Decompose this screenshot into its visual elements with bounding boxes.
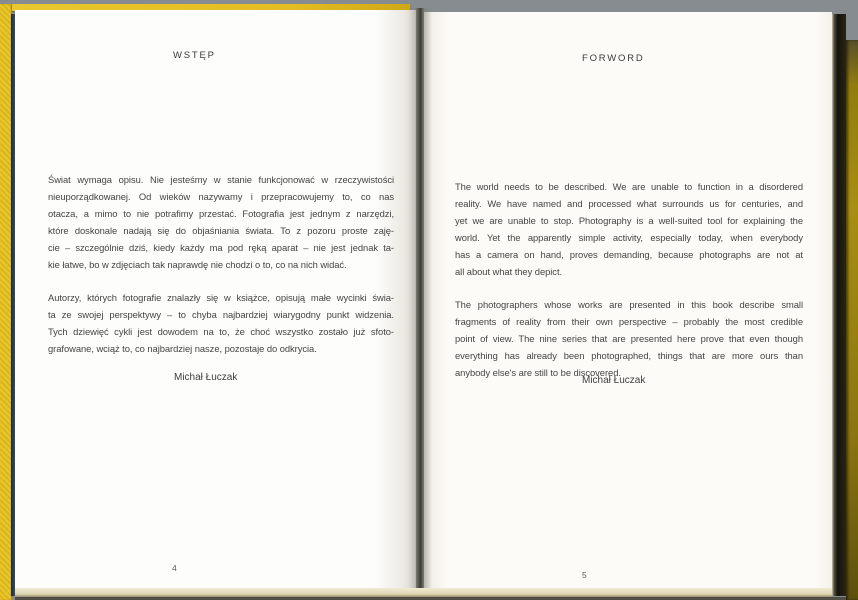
author-name: Michał Łuczak <box>174 372 238 383</box>
left-page-text <box>48 171 394 373</box>
right-page-title: FORWORD <box>582 53 645 64</box>
page-number: 4 <box>172 563 177 573</box>
left-page <box>15 10 416 588</box>
bottom-cover-edge <box>15 588 832 597</box>
author-name: Michał Łuczak <box>582 375 646 386</box>
right-page <box>424 12 832 588</box>
right-cover-edge <box>846 40 858 600</box>
paragraph: The photographers whose works are presented in this book describe small fragments of reality from their own perspective – probably the most credible point of view. The nine series that are presented here prove that even though everything has already been photographed, things that are more ours than anybody else's are still to be discovered. <box>455 299 803 378</box>
page-block-edge <box>832 14 846 596</box>
paragraph: Autorzy, których fotografie znalazły się w książce, opisują małe wycinki świa- ta ze swojej perspektywy – to chyba najbardziej wiarygodny punkt widzenia. Tych dziewięć cykli jest dowodem na to, że choć wszystko zostało już sfoto- grafowane, wciąż to, co najbardziej nasze, pozostaje do odkrycia. <box>48 292 394 354</box>
left-page-title: WSTĘP <box>173 50 216 61</box>
page-number: 5 <box>582 570 587 580</box>
paragraph: Świat wymaga opisu. Nie jesteśmy w stanie funkcjonować w rzeczywistości nieuporządkowanej. Od wieków nazywamy i przepracowujemy to, co nas otacza, a mimo to nie potrafimy przestać. Fotografia jest jednym z narzędzi, które doskonale nadają się do objaśniania świata. To z pozoru proste zaję- cie – szczególnie dziś, kiedy każdy ma pod ręką aparat – nie jest jednak ta- kie łatwe, bo w zdjęciach tak naprawdę nie chodzi o to, co na nich widać. <box>48 174 394 270</box>
paragraph: The world needs to be described. We are unable to function in a disordered reality. We have named and processed what surrounds us for centuries, and yet we are unable to stop. Photography is a well-suited tool for explaining the world. Yet the apparently simple activity, especially today, when everybody has a camera on hand, proves demanding, because photographs are not at all about what they depict. <box>455 181 803 277</box>
right-page-text <box>455 178 803 397</box>
